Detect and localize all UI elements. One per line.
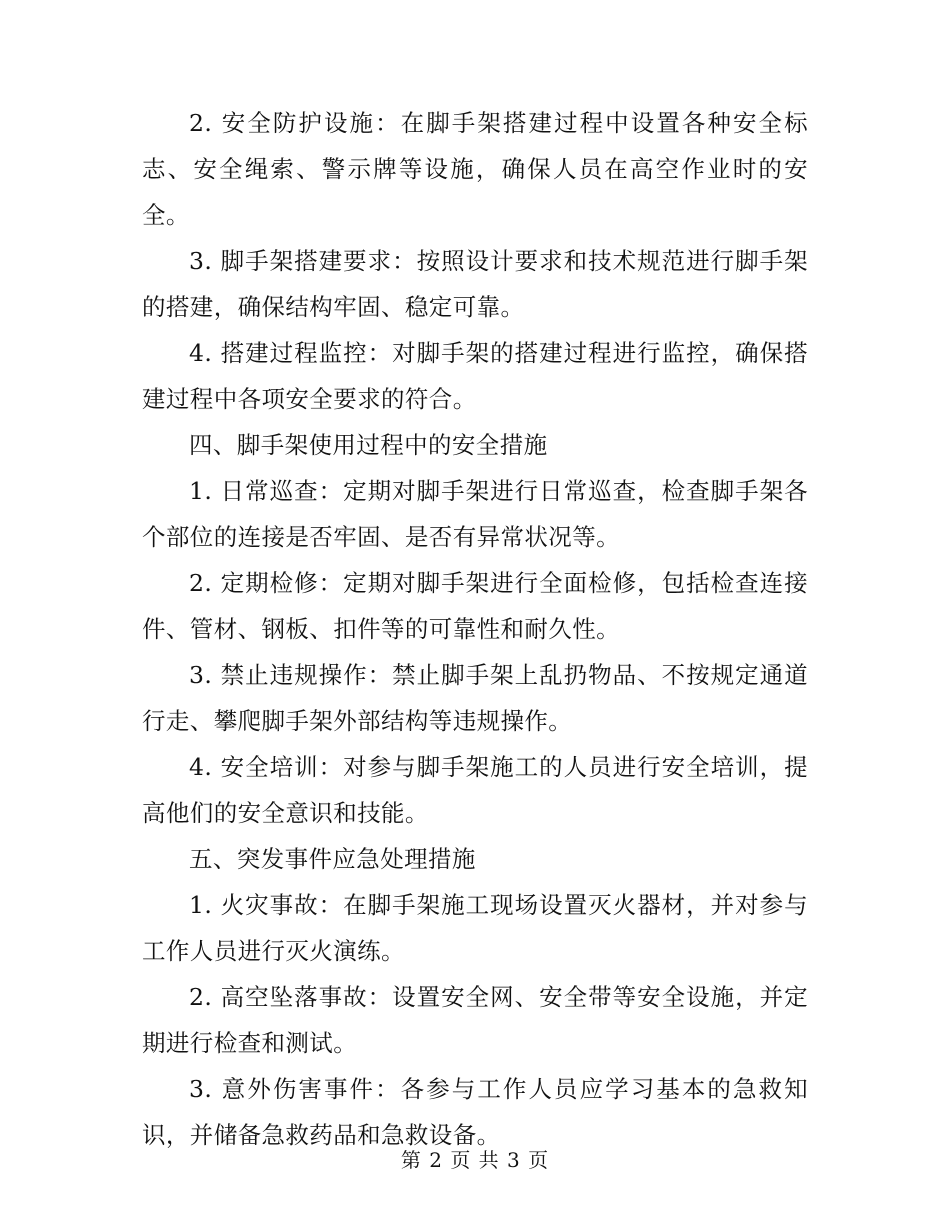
paragraph-fire-accident: 1. 火灾事故：在脚手架施工现场设置灭火器材，并对参与工作人员进行灭火演练。 bbox=[142, 891, 808, 965]
paragraph-erection-monitoring: 4. 搭建过程监控：对脚手架的搭建过程进行监控，确保搭建过程中各项安全要求的符合。 bbox=[142, 339, 808, 413]
paragraph-prohibit-violations: 3. 禁止违规操作：禁止脚手架上乱扔物品、不按规定通道行走、攀爬脚手架外部结构等违规操作。 bbox=[142, 661, 808, 735]
page-number-footer: 第 2 页 共 3 页 bbox=[400, 1148, 550, 1172]
paragraph-erection-requirements: 3. 脚手架搭建要求：按照设计要求和技术规范进行脚手架的搭建，确保结构牢固、稳定可靠。 bbox=[142, 247, 808, 321]
paragraph-periodic-maintenance: 2. 定期检修：定期对脚手架进行全面检修，包括检查连接件、管材、钢板、扣件等的可靠性和耐久性。 bbox=[142, 569, 808, 643]
document-body bbox=[142, 100, 808, 1158]
paragraph-injury-event: 3. 意外伤害事件：各参与工作人员应学习基本的急救知识，并储备急救药品和急救设备。 bbox=[142, 1075, 808, 1149]
section-heading-usage-safety: 四、脚手架使用过程中的安全措施 bbox=[189, 431, 548, 459]
section-heading-emergency: 五、突发事件应急处理措施 bbox=[189, 845, 476, 873]
paragraph-fall-accident: 2. 高空坠落事故：设置安全网、安全带等安全设施，并定期进行检查和测试。 bbox=[142, 983, 808, 1057]
paragraph-safety-training: 4. 安全培训：对参与脚手架施工的人员进行安全培训，提高他们的安全意识和技能。 bbox=[142, 753, 808, 827]
paragraph-safety-facilities: 2. 安全防护设施：在脚手架搭建过程中设置各种安全标志、安全绳索、警示牌等设施，确保人员在高空作业时的安全。 bbox=[142, 109, 808, 229]
paragraph-daily-inspection: 1. 日常巡查：定期对脚手架进行日常巡查，检查脚手架各个部位的连接是否牢固、是否有异常状况等。 bbox=[142, 477, 808, 551]
